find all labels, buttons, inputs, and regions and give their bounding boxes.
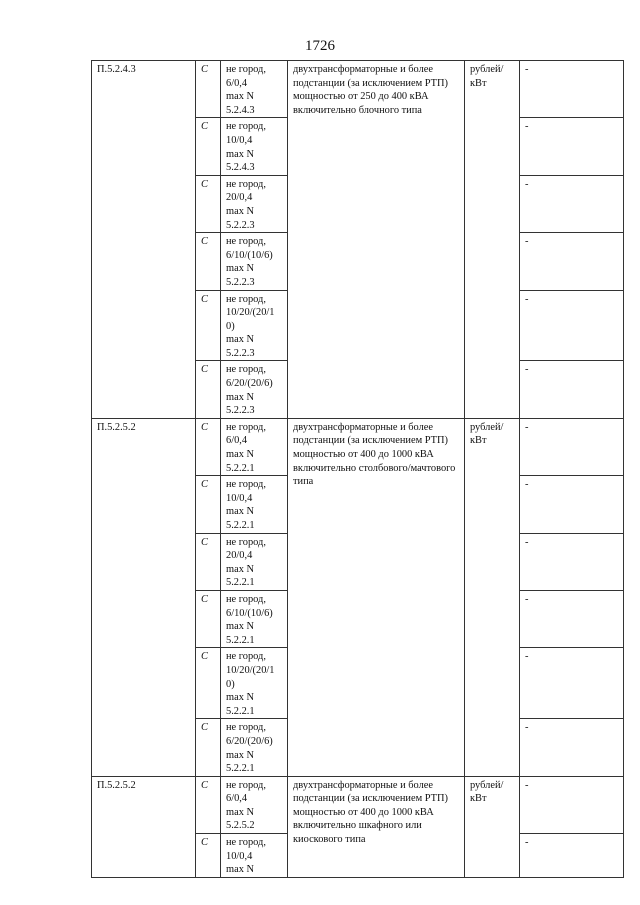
description-cell: двухтрансформаторные и более подстанции (за исключением РТП) мощностью от 400 до 1000 кВА включительно шкафного или киоскового типа [288, 776, 465, 877]
condition-line: не город, [226, 779, 266, 791]
category-letter-cell: С [196, 61, 221, 118]
item-code-cell: П.5.2.4.3 [92, 61, 196, 419]
condition-cell [221, 290, 288, 361]
condition-line: max N [226, 391, 254, 403]
condition-line: 5.2.2.3 [226, 219, 255, 231]
value-cell: - [520, 233, 624, 290]
item-code-cell: П.5.2.5.2 [92, 418, 196, 776]
unit-cell: рублей/ кВт [465, 418, 520, 776]
condition-line: max N [226, 692, 254, 704]
condition-line: 6/10/(10/6) [226, 607, 273, 619]
condition-line: 5.2.4.3 [226, 162, 255, 174]
condition-line: 10/0,4 [226, 850, 253, 862]
condition-line: 5.2.2.1 [226, 462, 255, 474]
condition-cell [221, 648, 288, 719]
category-letter-cell: С [196, 175, 221, 232]
condition-line: 10/0,4 [226, 134, 253, 146]
condition-cell [221, 233, 288, 290]
condition-line: 5.2.2.1 [226, 763, 255, 775]
value-cell: - [520, 290, 624, 361]
condition-line: max N [226, 148, 254, 160]
condition-line: 5.2.2.1 [226, 705, 255, 717]
condition-line: max N [226, 506, 254, 518]
condition-line: 5.2.2.1 [226, 577, 255, 589]
condition-line: 5.2.2.3 [226, 405, 255, 417]
condition-cell [221, 418, 288, 475]
value-cell: - [520, 533, 624, 590]
condition-line: 6/0,4 [226, 77, 248, 89]
condition-line: не город, [226, 651, 266, 663]
condition-cell [221, 590, 288, 647]
condition-cell [221, 118, 288, 175]
condition-line: 6/20/(20/6) [226, 735, 273, 747]
category-letter-cell: С [196, 776, 221, 833]
category-letter-cell: С [196, 476, 221, 533]
condition-line: max N [226, 563, 254, 575]
condition-line: max N [226, 91, 254, 103]
condition-line: не город, [226, 364, 266, 376]
category-letter-cell: С [196, 719, 221, 776]
condition-line: 5.2.2.1 [226, 634, 255, 646]
condition-line: max N [226, 864, 254, 876]
condition-line: 5.2.5.2 [226, 820, 255, 832]
category-letter-cell: С [196, 834, 221, 878]
condition-line: не город, [226, 593, 266, 605]
condition-line: max N [226, 806, 254, 818]
condition-line: не город, [226, 837, 266, 849]
condition-cell [221, 476, 288, 533]
description-cell: двухтрансформаторные и более подстанции (за исключением РТП) мощностью от 250 до 400 кВА включительно блочного типа [288, 61, 465, 419]
condition-line: max N [226, 621, 254, 633]
condition-line: 0) [226, 678, 235, 690]
tariff-table-body [92, 61, 624, 878]
condition-line: 5.2.2.3 [226, 347, 255, 359]
condition-line: max N [226, 749, 254, 761]
table-row [92, 418, 624, 475]
table-row [92, 776, 624, 833]
condition-cell [221, 361, 288, 418]
value-cell: - [520, 590, 624, 647]
value-cell: - [520, 361, 624, 418]
value-cell: - [520, 418, 624, 475]
page-number: 1726 [305, 38, 335, 54]
category-letter-cell: С [196, 418, 221, 475]
condition-line: max N [226, 263, 254, 275]
condition-line: 6/0,4 [226, 793, 248, 805]
category-letter-cell: С [196, 590, 221, 647]
condition-line: max N [226, 205, 254, 217]
condition-line: не город, [226, 178, 266, 190]
category-letter-cell: С [196, 290, 221, 361]
condition-line: 20/0,4 [226, 550, 253, 562]
category-letter-cell: С [196, 648, 221, 719]
category-letter-cell: С [196, 118, 221, 175]
value-cell: - [520, 834, 624, 878]
condition-cell [221, 61, 288, 118]
table-row [92, 61, 624, 118]
condition-cell [221, 175, 288, 232]
condition-line: не город, [226, 479, 266, 491]
condition-line: 10/20/(20/1 [226, 664, 275, 676]
condition-line: max N [226, 334, 254, 346]
value-cell: - [520, 648, 624, 719]
condition-line: не город, [226, 236, 266, 248]
condition-line: не город, [226, 722, 266, 734]
condition-line: 10/20/(20/1 [226, 307, 275, 319]
unit-cell: рублей/ кВт [465, 776, 520, 877]
condition-line: не город, [226, 536, 266, 548]
value-cell: - [520, 776, 624, 833]
value-cell: - [520, 118, 624, 175]
condition-line: 5.2.4.3 [226, 104, 255, 116]
value-cell: - [520, 476, 624, 533]
value-cell: - [520, 719, 624, 776]
condition-line: 20/0,4 [226, 192, 253, 204]
tariff-table [91, 60, 624, 878]
condition-cell [221, 834, 288, 878]
value-cell: - [520, 61, 624, 118]
unit-cell: рублей/ кВт [465, 61, 520, 419]
description-cell: двухтрансформаторные и более подстанции (за исключением РТП) мощностью от 400 до 1000 кВА включительно столбового/мачтового типа [288, 418, 465, 776]
condition-line: 0) [226, 320, 235, 332]
condition-line: 5.2.2.1 [226, 520, 255, 531]
condition-line: 6/20/(20/6) [226, 378, 273, 390]
item-code-cell: П.5.2.5.2 [92, 776, 196, 877]
category-letter-cell: С [196, 233, 221, 290]
condition-line: не город, [226, 121, 266, 133]
condition-line: 6/0,4 [226, 435, 248, 447]
value-cell: - [520, 175, 624, 232]
condition-line: 6/10/(10/6) [226, 249, 273, 261]
condition-line: 10/0,4 [226, 492, 253, 504]
condition-cell [221, 776, 288, 833]
condition-line: не город, [226, 64, 266, 75]
condition-cell [221, 533, 288, 590]
condition-line: не город, [226, 293, 266, 305]
condition-line: max N [226, 449, 254, 461]
category-letter-cell: С [196, 533, 221, 590]
condition-line: не город, [226, 421, 266, 433]
condition-line: 5.2.2.3 [226, 276, 255, 288]
category-letter-cell: С [196, 361, 221, 418]
condition-cell [221, 719, 288, 776]
